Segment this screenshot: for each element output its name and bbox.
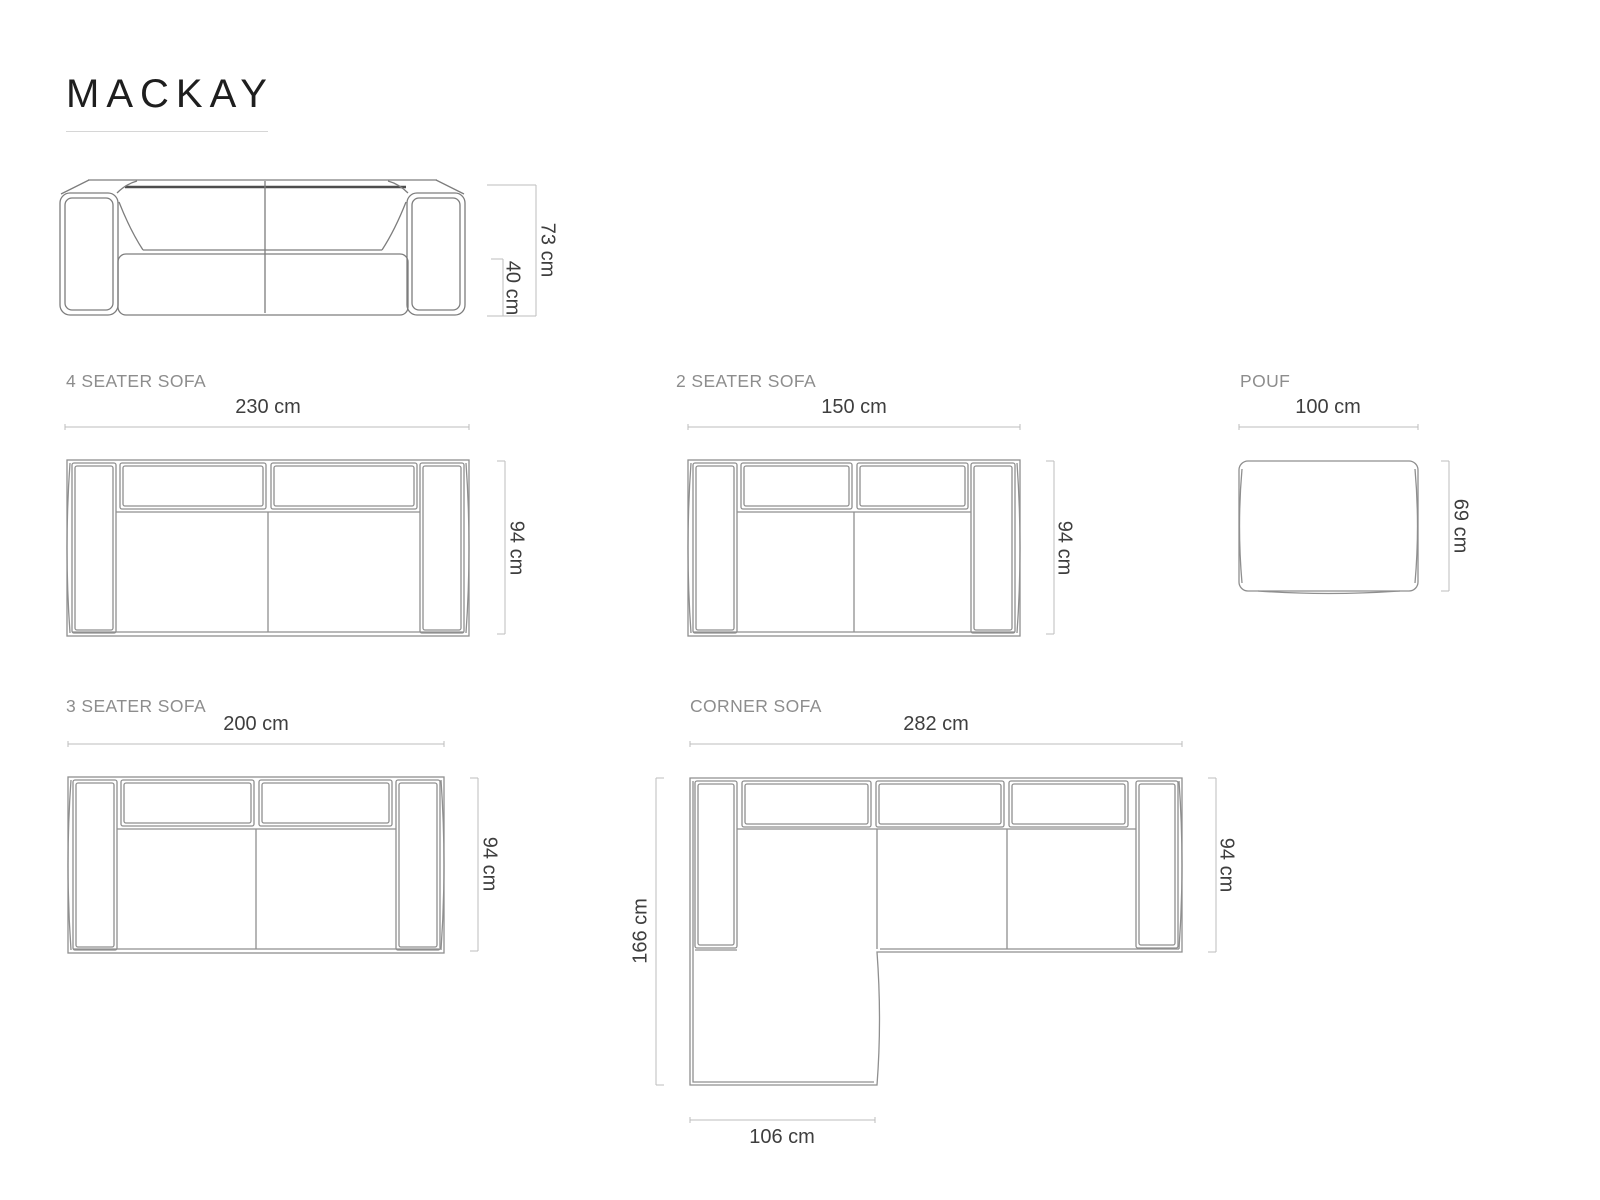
title-underline [66,131,268,132]
front-view-height-label: 73 cm [536,222,559,278]
section-label-pouf: POUF [1240,371,1291,391]
corner-sofa-total-depth-label: 166 cm [629,898,652,964]
two-seater-drawing [688,460,1020,636]
front-view-sofa-drawing [60,180,465,315]
four-seater-depth-label: 94 cm [505,520,528,576]
section-label-three-seater: 3 SEATER SOFA [66,696,207,716]
corner-sofa-width-label: 282 cm [903,713,969,735]
two-seater-width-label: 150 cm [821,396,887,418]
corner-sofa-chaise-width-label: 106 cm [749,1126,815,1148]
two-seater-depth-label: 94 cm [1053,520,1076,576]
three-seater-drawing [68,777,444,953]
section-label-two-seater: 2 SEATER SOFA [676,371,817,391]
pouf-width-label: 100 cm [1295,396,1361,418]
three-seater-dimension-lines [68,741,478,951]
four-seater-drawing [67,460,469,636]
three-seater-width-label: 200 cm [223,713,289,735]
three-seater-depth-label: 94 cm [478,836,501,892]
corner-sofa-drawing [690,778,1182,1085]
corner-sofa-depth-label: 94 cm [1215,837,1238,893]
section-label-four-seater: 4 SEATER SOFA [66,371,207,391]
four-seater-dimension-lines [65,424,505,634]
four-seater-width-label: 230 cm [235,396,301,418]
pouf-drawing [1239,461,1418,594]
corner-sofa-dimension-lines [656,741,1216,1123]
two-seater-dimension-lines [688,424,1054,634]
front-view-seat-height-label: 40 cm [501,260,524,316]
section-label-corner-sofa: CORNER SOFA [690,696,822,716]
product-title: MACKAY [66,72,274,116]
pouf-depth-label: 69 cm [1449,498,1472,554]
